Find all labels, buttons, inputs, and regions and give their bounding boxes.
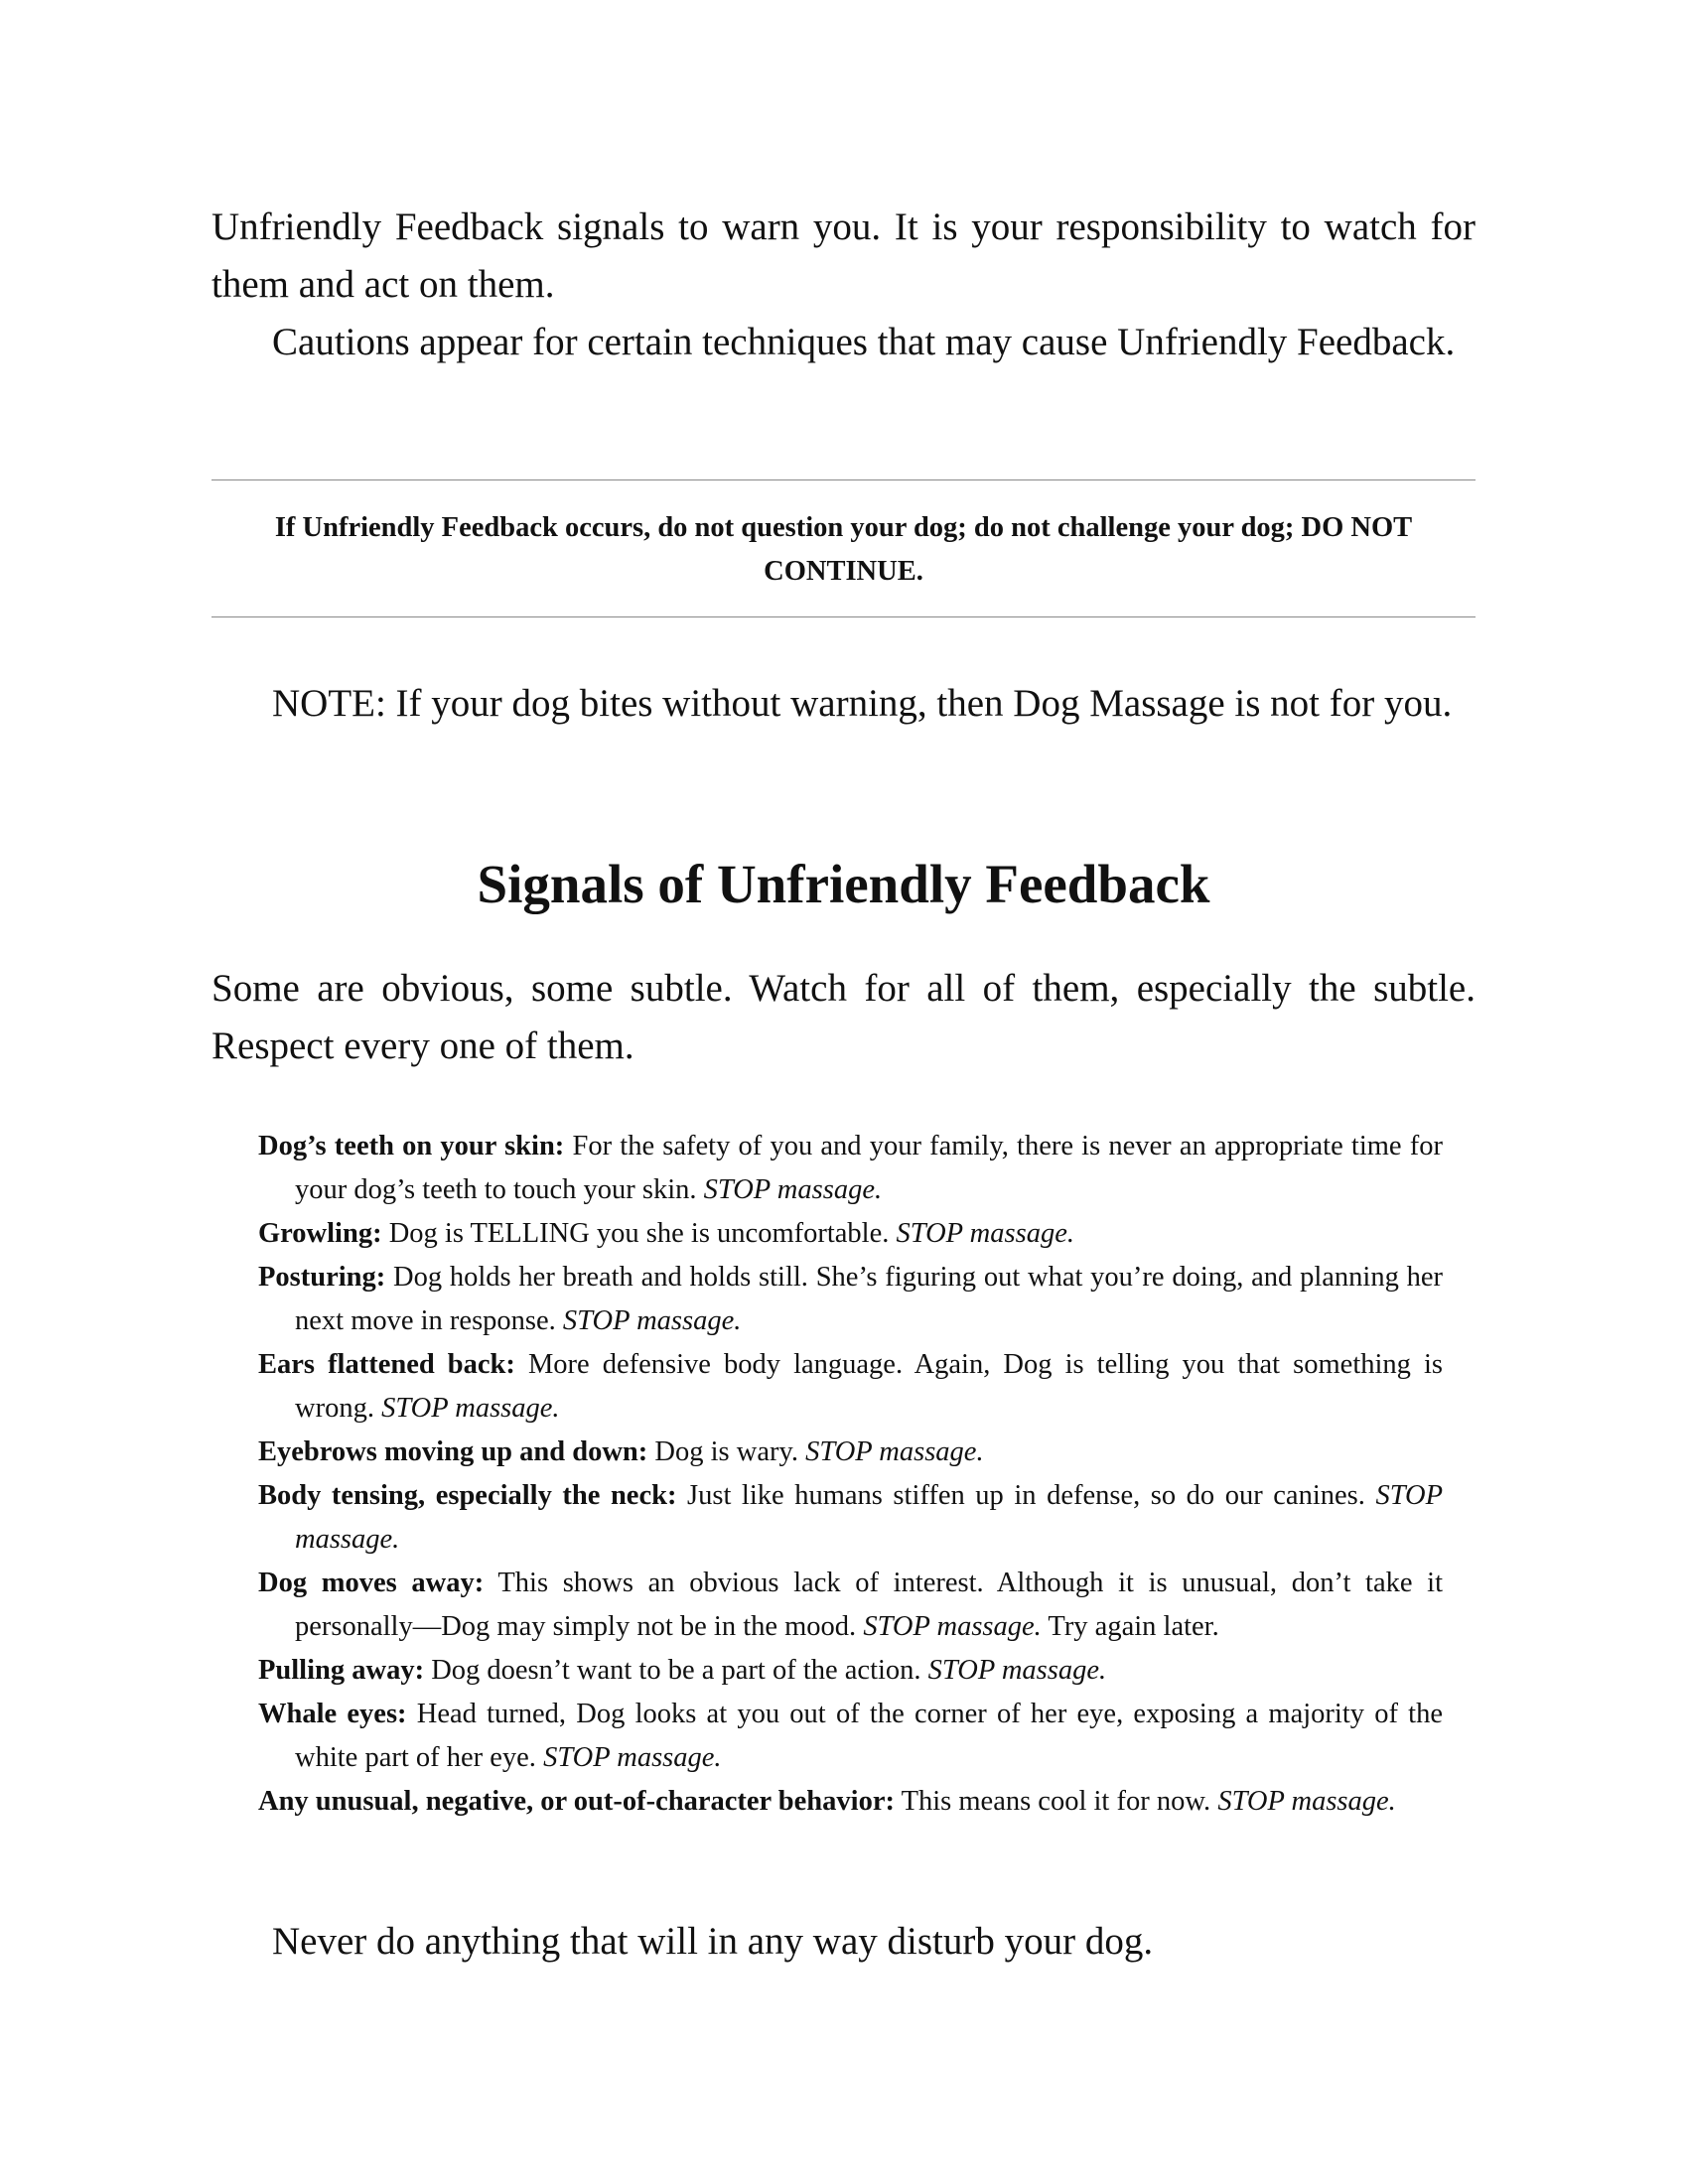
signal-term: Growling: bbox=[258, 1218, 382, 1249]
signal-term: Whale eyes: bbox=[258, 1699, 407, 1729]
note-paragraph: NOTE: If your dog bites without warning, then Dog Massage is not for you. bbox=[272, 682, 1453, 725]
signal-stop: STOP massage. bbox=[543, 1742, 722, 1773]
signal-stop: STOP massage. bbox=[863, 1611, 1042, 1642]
signal-text: Just like humans stiffen up in defense, so do our canines. bbox=[676, 1480, 1376, 1511]
signal-term: Body tensing, especially the neck: bbox=[258, 1480, 677, 1511]
signal-item-pulling-away bbox=[258, 1649, 1443, 1693]
signal-item-unusual-behavior bbox=[258, 1780, 1443, 1824]
signals-list bbox=[258, 1125, 1443, 1824]
signal-item-body-tensing bbox=[258, 1474, 1443, 1562]
callout-bottom-rule bbox=[211, 616, 1476, 617]
section-intro: Some are obvious, some subtle. Watch for all of them, especially the subtle. Respect every one of them. bbox=[211, 967, 1476, 1067]
section-heading: Signals of Unfriendly Feedback bbox=[477, 854, 1210, 914]
signal-text: Dog is TELLING you she is uncomfortable. bbox=[381, 1218, 897, 1249]
signal-term: Dog moves away: bbox=[258, 1568, 485, 1598]
paragraph-cautions: Cautions appear for certain techniques that may cause Unfriendly Feedback. bbox=[272, 321, 1456, 363]
signal-text: Dog is wary. bbox=[647, 1436, 806, 1467]
signal-item-eyebrows bbox=[258, 1431, 1443, 1474]
signal-stop: STOP massage. bbox=[896, 1218, 1074, 1249]
signal-item-moves-away bbox=[258, 1562, 1443, 1649]
callout-top-rule bbox=[211, 479, 1476, 480]
signal-stop: STOP massage. bbox=[1217, 1786, 1396, 1817]
signal-item-growling bbox=[258, 1212, 1443, 1256]
signal-term: Eyebrows moving up and down: bbox=[258, 1436, 648, 1467]
signal-term: Ears flattened back: bbox=[258, 1349, 515, 1380]
signal-stop: STOP massage. bbox=[703, 1174, 883, 1205]
signal-stop: STOP massage. bbox=[562, 1305, 742, 1336]
signal-item-teeth bbox=[258, 1125, 1443, 1212]
closing-sentence: Never do anything that will in any way disturb your dog. bbox=[272, 1920, 1154, 1963]
signal-stop: STOP massage. bbox=[927, 1655, 1107, 1686]
signal-item-posturing bbox=[258, 1256, 1443, 1343]
signal-after: Try again later. bbox=[1041, 1611, 1219, 1642]
signal-item-ears bbox=[258, 1343, 1443, 1431]
signal-text: Dog doesn’t want to be a part of the action. bbox=[424, 1655, 928, 1686]
signal-text: Dog holds her breath and holds still. She’s figuring out what you’re doing, and planning her next move in response. bbox=[295, 1262, 1443, 1336]
signal-item-whale-eyes bbox=[258, 1693, 1443, 1780]
signal-text: This means cool it for now. bbox=[894, 1786, 1218, 1817]
signal-text: More defensive body language. Again, Dog is telling you that something is wrong. bbox=[295, 1349, 1443, 1424]
callout-do-not-continue: If Unfriendly Feedback occurs, do not question your dog; do not challenge your dog; DO NOT CONTINUE. bbox=[274, 512, 1413, 587]
signal-text: Head turned, Dog looks at you out of the corner of her eye, exposing a majority of the white part of her eye. bbox=[295, 1699, 1443, 1773]
signal-term: Pulling away: bbox=[258, 1655, 425, 1686]
signal-text: This shows an obvious lack of interest. Although it is unusual, don’t take it personally—Dog may simply not be in the mood. bbox=[295, 1568, 1443, 1642]
signal-stop: STOP massage. bbox=[805, 1436, 984, 1467]
signal-term: Posturing: bbox=[258, 1262, 386, 1293]
signal-term: Any unusual, negative, or out-of-character behavior: bbox=[258, 1786, 895, 1817]
signal-stop: STOP massage. bbox=[381, 1393, 560, 1424]
paragraph-unfriendly-feedback-warning: Unfriendly Feedback signals to warn you. It is your responsibility to watch for them and act on them. bbox=[211, 205, 1476, 306]
signal-text: For the safety of you and your family, there is never an appropriate time for your dog’s teeth to touch your skin. bbox=[295, 1131, 1443, 1205]
signal-term: Dog’s teeth on your skin: bbox=[258, 1131, 565, 1161]
signal-stop: STOP massage. bbox=[295, 1480, 1444, 1555]
